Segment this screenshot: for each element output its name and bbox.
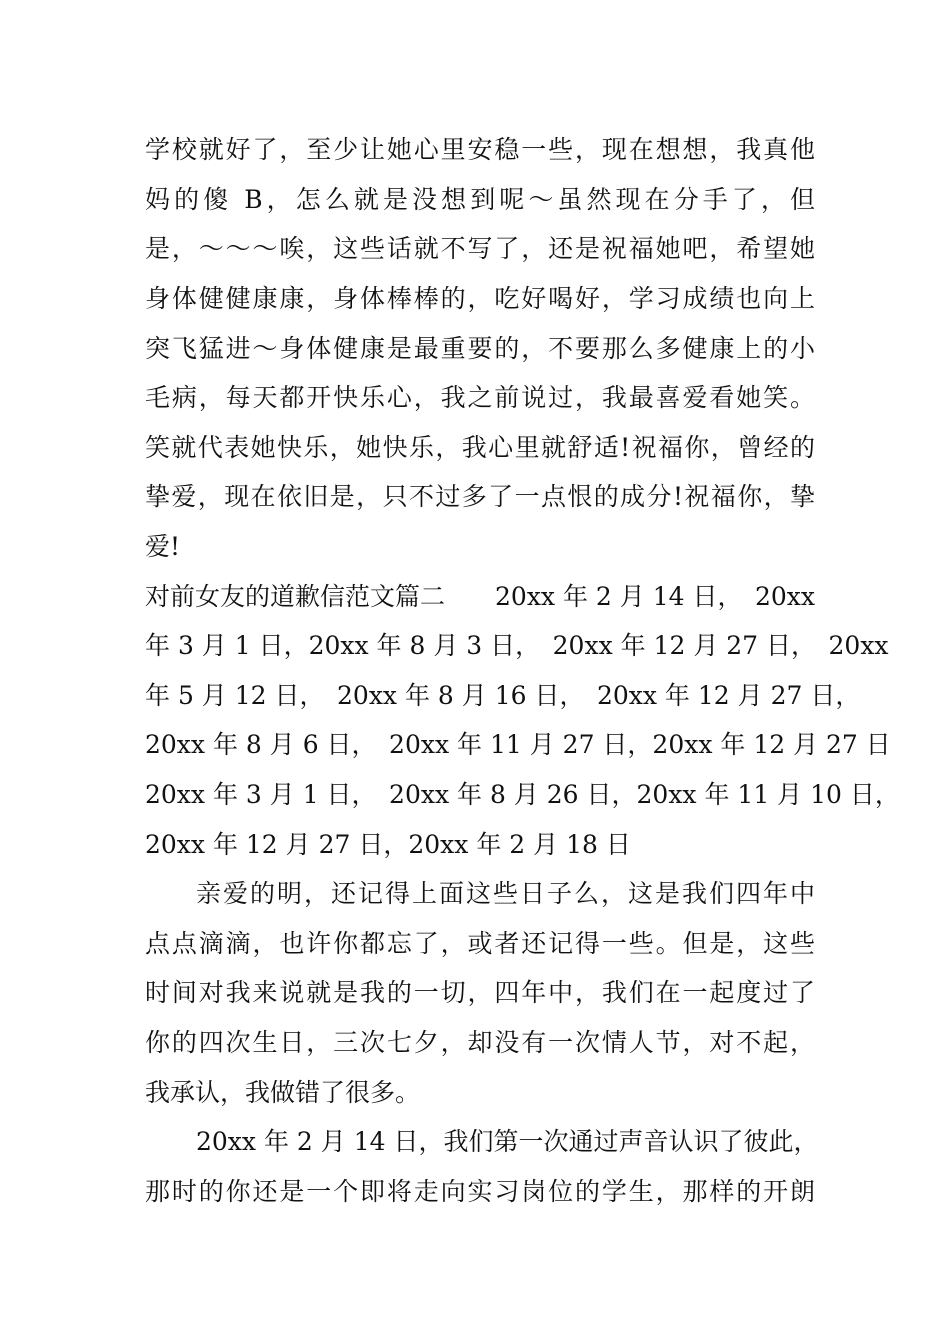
text-line: 那时的你还是一个即将走向实习岗位的学生，那样的开朗 xyxy=(145,1177,815,1206)
text-line: 突飞猛进～身体健康是最重要的，不要那么多健康上的小 xyxy=(145,334,815,363)
text-line: 是，～～～唉，这些话就不写了，还是祝福她吧，希望她 xyxy=(145,234,815,263)
text-line: 时间对我来说就是我的一切，四年中，我们在一起度过了 xyxy=(145,978,815,1007)
text-line: 毛病，每天都开快乐心，我之前说过，我最喜爱看她笑。 xyxy=(145,383,815,412)
text-line: 学校就好了，至少让她心里安稳一些，现在想想，我真他 xyxy=(145,135,815,164)
date-line: 年 5 月 12 日， 20xx 年 8 月 16 日， 20xx 年 12 月 27 日， xyxy=(145,681,861,710)
text-line: 挚爱，现在依旧是，只不过多了一点恨的成分!祝福你，挚 xyxy=(145,482,815,511)
paragraph-first-line: 20xx 年 2 月 14 日，我们第一次通过声音认识了彼此， xyxy=(196,1127,819,1156)
date-line: 20xx 年 12 月 27 日，20xx 年 2 月 18 日 xyxy=(145,830,631,859)
text-line: 身体健健康康，身体棒棒的，吃好喝好，学习成绩也向上 xyxy=(145,284,815,313)
text-line: 妈的傻 B，怎么就是没想到呢～虽然现在分手了，但 xyxy=(145,185,815,214)
text-line: 我承认，我做错了很多。 xyxy=(145,1078,421,1107)
section-heading-line: 对前女友的道歉信范文篇二 20xx 年 2 月 14 日， 20xx xyxy=(145,582,815,611)
date-line: 20xx 年 8 月 6 日， 20xx 年 11 月 27 日，20xx 年 12 月 27 日 xyxy=(145,730,891,759)
text-line: 笑就代表她快乐，她快乐，我心里就舒适!祝福你，曾经的 xyxy=(145,433,815,462)
text-line: 爱! xyxy=(145,532,181,561)
date-line: 20xx 年 3 月 1 日， 20xx 年 8 月 26 日，20xx 年 11 月 10 日， xyxy=(145,780,900,809)
date-line: 年 3 月 1 日，20xx 年 8 月 3 日， 20xx 年 12 月 27 日， 20xx xyxy=(145,631,889,660)
text-line: 你的四次生日，三次七夕，却没有一次情人节，对不起， xyxy=(145,1028,815,1057)
paragraph-first-line: 亲爱的明，还记得上面这些日子么，这是我们四年中 xyxy=(196,879,815,908)
text-line: 点点滴滴，也许你都忘了，或者还记得一些。但是，这些 xyxy=(145,929,815,958)
